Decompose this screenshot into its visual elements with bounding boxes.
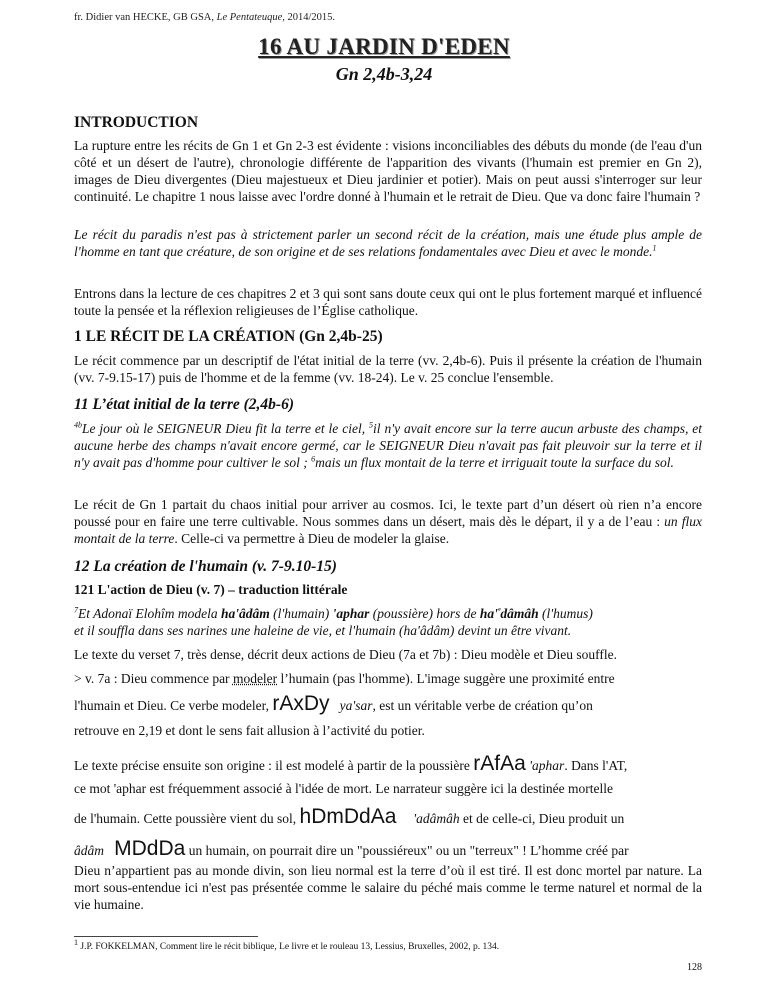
footnote-separator: [74, 936, 258, 937]
paragraph-text: , est un véritable verbe de création qu’on: [372, 698, 593, 713]
paragraph-text: . Celle-ci va permettre à Dieu de modeler la glaise.: [174, 531, 450, 546]
hebrew-glyphs: MDdDa: [114, 837, 186, 860]
verse-number: 7: [74, 605, 78, 615]
verse-number: 4b: [74, 420, 82, 430]
footnote-text: J.P. FOKKELMAN, Comment lire le récit biblique, Le livre et le rouleau 13, Lessius, Bruxelles, 2002, p. 134.: [78, 942, 500, 952]
section-121-heading: 121 L'action de Dieu (v. 7) – traduction littérale: [74, 582, 348, 597]
hebrew-glyphs: rAfAa: [473, 752, 526, 775]
transliteration: 'aphar: [529, 758, 565, 773]
page-title: 16 AU JARDIN D'EDEN: [258, 34, 510, 59]
scripture-quote-2-4b-6: [74, 420, 702, 471]
verse-7a-line: [74, 670, 702, 687]
section-11-heading: 11 L’état initial de la terre (2,4b-6): [74, 396, 294, 413]
hebrew-glyphs: rAxDy: [272, 692, 330, 715]
scripture-quote-2-7: [74, 605, 702, 639]
verse-number: 6: [311, 454, 316, 464]
origin-line-1: [74, 752, 702, 775]
quote-text: (poussière) hors de: [369, 606, 480, 621]
header-author: fr. Didier van HECKE, GB GSA,: [74, 12, 217, 23]
adam-line: [74, 837, 702, 860]
transliteration: âdâm: [74, 843, 104, 858]
term-part: ᵃ: [497, 605, 501, 615]
spellcheck-word: modeler: [232, 671, 278, 686]
mortality-paragraph: Dieu n’appartient pas au monde divin, son lieu normal est la terre d’où il est tiré. Il est donc mortel par nature. La mort sous-entendue ici n'est pas présentée comme le salaire du péché mais comme le terme naturel et normal de la vie humaine.: [74, 863, 702, 912]
paragraph-text: . Dans l'AT,: [564, 758, 628, 773]
section-12-heading: 12 La création de l'humain (v. 7-9.10-15): [74, 558, 337, 575]
transliteration: ya'sar: [339, 698, 373, 713]
paragraph-text: et de celle-ci, Dieu produit un: [459, 811, 625, 826]
header-work: Le Pentateuque: [216, 12, 283, 23]
paragraph-text: l’humain (pas l'homme). L'image suggère une proximité entre: [277, 671, 615, 686]
paragraph-emphasis: un flux montait de la terre: [74, 514, 702, 546]
term-part: ha': [479, 606, 498, 621]
intro-paragraph-2-text: Le récit du paradis n'est pas à strictement parler un second récit de la création, mais une étude plus ample de l'homme en tant que créature, de son origine et de ses relations fondamentales avec Dieu et avec le monde.: [74, 227, 702, 259]
intro-paragraph-2: [74, 226, 702, 260]
paragraph-text: de l'humain. Cette poussière vient du sol,: [74, 811, 300, 826]
footnote-ref-1[interactable]: 1: [652, 243, 657, 253]
paragraph-text: > v. 7a : Dieu commence par: [74, 671, 233, 686]
quote-text: (l'humain): [269, 606, 333, 621]
hebrew-glyphs: hDmDdAa: [299, 805, 397, 828]
page-subtitle: Gn 2,4b-3,24: [335, 64, 433, 84]
term-part: dâmâh: [500, 606, 539, 621]
section-11-paragraph: [74, 496, 702, 547]
quote-text: il n'y avait encore sur la terre aucun arbuste des champs, et aucune herbe des champs n'avait encore germé, car le SEIGNEUR Dieu n'avait pas fait pleuvoir sur la terre et il n'y avait pas d'homme pour cultiver le sol ;: [74, 421, 703, 470]
paragraph-text: Le récit de Gn 1 partait du chaos initial pour arriver au cosmos. Ici, le texte part d’un désert où rien n’a encore poussé pour en faire une terre cultivable. Nous sommes dans un désert, mais dès le départ, il y a de l’eau :: [74, 497, 702, 529]
page-number: 128: [687, 962, 702, 973]
footnote-1: [74, 937, 500, 952]
quote-text: Et Adonaï Elohîm modela: [78, 606, 221, 621]
quote-text: Le jour où le SEIGNEUR Dieu fit la terre et le ciel,: [82, 421, 370, 436]
paragraph-text: l'humain et Dieu. Ce verbe modeler,: [74, 698, 273, 713]
hebrew-term: [480, 606, 539, 621]
quote-text: et il souffla dans ses narines une haleine de vie, et l'humain (ha'âdâm) devint un être vivant.: [74, 623, 572, 638]
origin-line-2: ce mot 'aphar est fréquemment associé à l'idée de mort. Le narrateur suggère ici la destinée mortelle: [74, 781, 614, 796]
verse-7a-line-2: [74, 692, 702, 715]
verse-number: 5: [369, 420, 374, 430]
intro-paragraph-1: La rupture entre les récits de Gn 1 et Gn 2-3 est évidente : visions inconciliables des débuts du monde (de l'eau d'un côté et un désert de l'autre), chronologie différente de l'apparition des vivants (l'humain est premier en Gn 2), images de Dieu divergentes (Dieu majestueux et Dieu jardinier et potier). Mais on peut aussi s'interroger sur leur continuité. Le chapitre 1 nous laisse avec l'ordre donné à l'humain et le retrait de Dieu. Que va donc faire l'humain ?: [74, 138, 702, 204]
paragraph-text: un humain, on pourrait dire un "poussiéreux" ou un "terreux" ! L’homme créé par: [185, 843, 629, 858]
quote-text: mais un flux montait de la terre et irriguait toute la surface du sol.: [315, 455, 674, 470]
quote-text: (l'humus): [538, 606, 593, 621]
hebrew-term: 'aphar: [332, 606, 370, 621]
header-year: , 2014/2015.: [282, 12, 336, 23]
hebrew-term: ha'âdâm: [221, 606, 270, 621]
origin-line-3: [74, 805, 702, 828]
running-header: [74, 12, 335, 23]
transliteration: 'adâmâh: [413, 811, 460, 826]
paragraph-text: Le texte précise ensuite son origine : il est modelé à partir de la poussière: [74, 758, 474, 773]
intro-heading: INTRODUCTION: [74, 114, 199, 131]
footnote-mark: 1: [74, 937, 78, 947]
verse-7-intro: Le texte du verset 7, très dense, décrit deux actions de Dieu (7a et 7b) : Dieu modèle et Dieu souffle.: [74, 647, 617, 662]
verse-7a-line-3: retrouve en 2,19 et dont le sens fait allusion à l’activité du potier.: [74, 723, 425, 738]
section-1-heading: 1 LE RÉCIT DE LA CRÉATION (Gn 2,4b-25): [74, 328, 383, 345]
section-1-paragraph: Le récit commence par un descriptif de l'état initial de la terre (vv. 2,4b-6). Puis il présente la création de l'humain (vv. 7-9.15-17) puis de l'homme et de la femme (vv. 18-24). Le v. 25 conclue l'ensemble.: [74, 353, 702, 385]
intro-paragraph-3: Entrons dans la lecture de ces chapitres 2 et 3 qui sont sans doute ceux qui ont le plus fortement marqué et influencé toute la pensée et la réflexion religieuses de l’Église catholique.: [74, 286, 702, 318]
